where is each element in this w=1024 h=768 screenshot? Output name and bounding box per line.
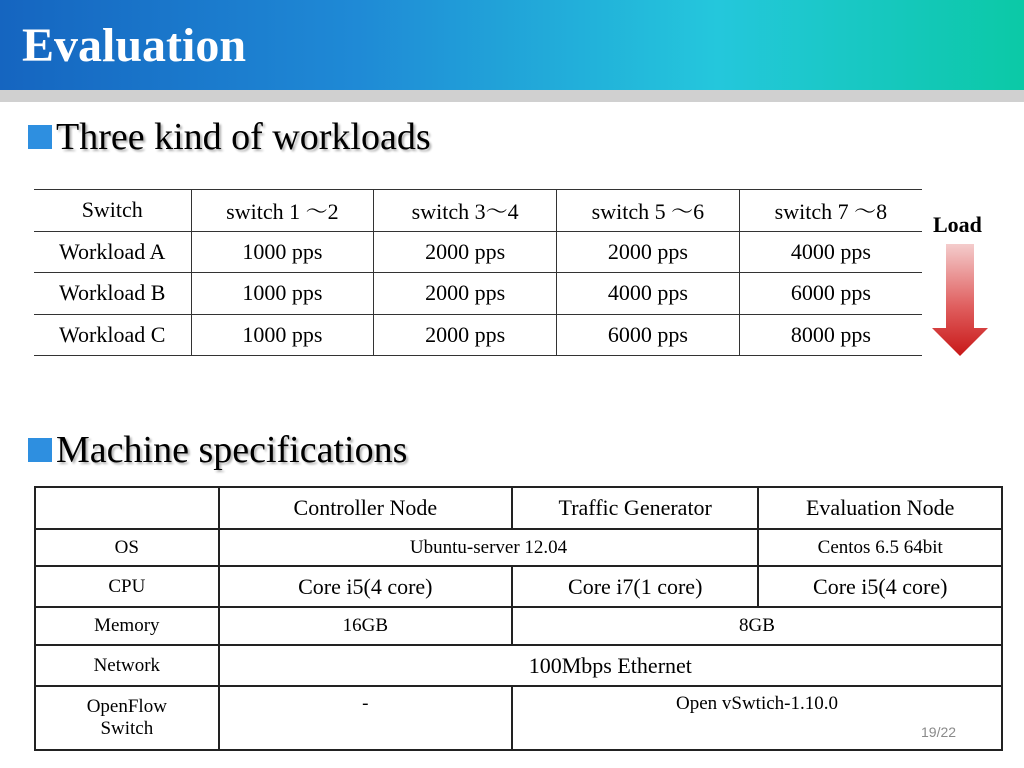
table-cell: 2000 pps <box>374 273 557 315</box>
header-cell: switch 3～4 <box>374 190 557 232</box>
load-label: Load <box>933 212 982 237</box>
table-row <box>35 607 1002 645</box>
row-label: Network <box>35 645 219 686</box>
row-label <box>35 686 219 750</box>
table-cell: 8GB <box>512 607 1002 645</box>
specs-table <box>34 486 1003 751</box>
square-bullet-icon <box>28 438 52 462</box>
down-arrow-icon <box>932 244 988 358</box>
header-cell: Evaluation Node <box>758 487 1002 529</box>
table-cell: Centos 6.5 64bit <box>758 529 1002 566</box>
table-cell: Core i5(4 core) <box>219 566 512 607</box>
header-cell: Traffic Generator <box>512 487 758 529</box>
table-cell: 8000 pps <box>739 314 922 356</box>
row-label: CPU <box>35 566 219 607</box>
table-cell: 4000 pps <box>739 231 922 273</box>
table-cell: 1000 pps <box>191 314 374 356</box>
table-cell: Core i5(4 core) <box>758 566 1002 607</box>
specs-heading <box>28 428 407 472</box>
row-label: Workload A <box>34 231 191 273</box>
table-header-row <box>34 190 922 232</box>
table-row <box>35 529 1002 566</box>
row-label-line: OpenFlow <box>86 696 167 717</box>
table-cell: 1000 pps <box>191 273 374 315</box>
row-label: Workload C <box>34 314 191 356</box>
square-bullet-icon <box>28 125 52 149</box>
table-row <box>34 231 922 273</box>
table-cell: 6000 pps <box>557 314 740 356</box>
table-row <box>35 686 1002 750</box>
table-cell: 1000 pps <box>191 231 374 273</box>
slide-title: Evaluation <box>22 19 247 72</box>
table-cell: 2000 pps <box>374 314 557 356</box>
specs-heading-text: Machine specifications <box>56 429 408 471</box>
header-cell: switch 5 ～6 <box>557 190 740 232</box>
header-cell: Switch <box>34 190 191 232</box>
header-cell: Controller Node <box>219 487 512 529</box>
table-cell: 6000 pps <box>739 273 922 315</box>
row-label: OS <box>35 529 219 566</box>
table-header-row <box>35 487 1002 529</box>
table-cell: - <box>219 686 512 750</box>
workloads-heading-text: Three kind of workloads <box>56 116 431 158</box>
row-label-line: Switch <box>100 718 154 739</box>
header-cell: switch 1 ～2 <box>191 190 374 232</box>
table-row <box>34 314 922 356</box>
workloads-heading <box>28 115 431 159</box>
page-number: 19/22 <box>921 724 957 740</box>
row-label: Memory <box>35 607 219 645</box>
table-row <box>35 566 1002 607</box>
title-underline-bar <box>0 90 1024 102</box>
table-cell: 2000 pps <box>557 231 740 273</box>
table-row <box>34 273 922 315</box>
table-cell: Ubuntu-server 12.04 <box>219 529 759 566</box>
row-label: Workload B <box>34 273 191 315</box>
table-row <box>35 645 1002 686</box>
table-cell: 2000 pps <box>374 231 557 273</box>
header-cell-empty <box>35 487 219 529</box>
table-cell: Open vSwtich-1.10.0 <box>512 686 1002 750</box>
table-cell: 16GB <box>219 607 512 645</box>
table-cell: 100Mbps Ethernet <box>219 645 1002 686</box>
table-cell: Core i7(1 core) <box>512 566 758 607</box>
header-cell: switch 7 ～8 <box>739 190 922 232</box>
table-cell: 4000 pps <box>557 273 740 315</box>
workloads-table <box>34 189 922 356</box>
